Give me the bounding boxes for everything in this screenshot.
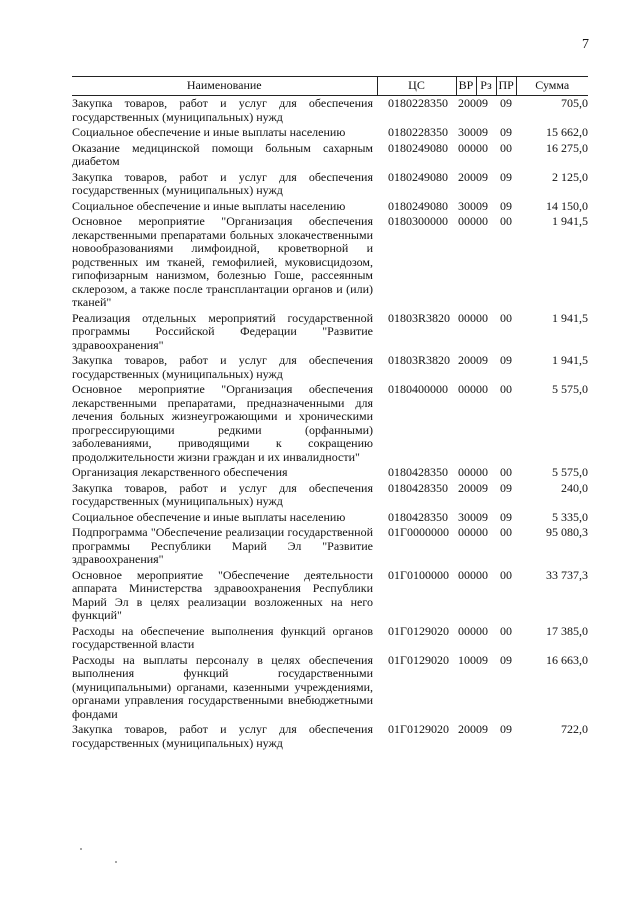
cell-name: Подпрограмма "Обеспечение реализации государственной программы Республики Марий Эл "Развитие здравоохранения" — [72, 525, 373, 566]
cell-vr: 000 — [458, 623, 476, 638]
cell-rz: 09 — [476, 198, 488, 213]
cell-vr: 200 — [458, 169, 476, 184]
cell-name: Основное мероприятие "Обеспечение деятельности аппарата Министерства здравоохранения Республики Марий Эл в целях реализации возложенных на него функций" — [72, 567, 373, 622]
cell-rz: 09 — [476, 652, 488, 667]
cell-cs: 01Г0129020 — [388, 722, 449, 736]
cell-sum: 5 575,0 — [552, 465, 588, 479]
cell-sum: 1 941,5 — [552, 214, 588, 228]
cell-pr: 00 — [500, 465, 512, 479]
cell-vr: 300 — [458, 198, 476, 213]
cell-vr: 000 — [458, 310, 476, 325]
cell-pr: 00 — [500, 214, 512, 228]
cell-name: Закупка товаров, работ и услуг для обеспечения государственных (муниципальных) нужд — [72, 96, 373, 124]
cell-rz: 00 — [476, 465, 488, 479]
cell-pr: 09 — [500, 480, 512, 495]
cell-name: Социальное обеспечение и иные выплаты населению — [72, 509, 346, 524]
cell-pr: 09 — [500, 353, 512, 367]
table-row — [72, 199, 588, 215]
table-row — [72, 125, 588, 141]
cell-pr: 00 — [500, 382, 512, 396]
cell-pr: 00 — [500, 310, 512, 325]
cell-pr: 09 — [500, 96, 512, 110]
cell-pr: 09 — [500, 169, 512, 184]
cell-rz: 09 — [476, 96, 488, 110]
cell-cs: 01Г0129020 — [388, 652, 449, 667]
page-number: 7 — [582, 37, 589, 52]
cell-vr: 000 — [458, 465, 476, 479]
cell-name: Закупка товаров, работ и услуг для обеспечения государственных (муниципальных) нужд — [72, 169, 373, 197]
header-sum: Сумма — [516, 77, 588, 96]
cell-name: Закупка товаров, работ и услуг для обеспечения государственных (муниципальных) нужд — [72, 480, 373, 508]
cell-vr: 200 — [458, 96, 476, 110]
cell-vr: 200 — [458, 353, 476, 367]
header-pr: ПР — [496, 77, 516, 96]
cell-vr: 100 — [458, 652, 476, 667]
cell-sum: 16 663,0 — [546, 652, 588, 667]
cell-pr: 09 — [500, 198, 512, 213]
table-row — [72, 465, 588, 481]
table-row — [72, 96, 588, 126]
cell-vr: 000 — [458, 214, 476, 228]
cell-vr: 200 — [458, 480, 476, 495]
table-row — [72, 624, 588, 653]
cell-rz: 09 — [476, 125, 488, 139]
cell-name: Расходы на выплаты персоналу в целях обеспечения выполнения функций государственными (муниципальными) органами, казенными учреждениями, органами управления государственными внебюджетными фондами — [72, 652, 373, 721]
cell-vr: 300 — [458, 509, 476, 524]
table-row — [72, 510, 588, 526]
cell-name: Расходы на обеспечение выполнения функций органов государственной власти — [72, 623, 373, 651]
cell-rz: 00 — [476, 567, 488, 582]
cell-vr: 000 — [458, 567, 476, 582]
cell-vr: 000 — [458, 525, 476, 539]
table-row — [72, 481, 588, 510]
cell-pr: 09 — [500, 652, 512, 667]
cell-sum: 16 275,0 — [546, 140, 588, 155]
cell-sum: 5 575,0 — [552, 382, 588, 396]
cell-cs: 01803R3820 — [388, 353, 451, 367]
header-rz: Рз — [476, 77, 496, 96]
cell-name: Социальное обеспечение и иные выплаты населению — [72, 198, 346, 213]
scan-speck — [115, 861, 117, 863]
header-vr: ВР — [456, 77, 476, 96]
cell-rz: 09 — [476, 169, 488, 184]
table-row — [72, 214, 588, 311]
cell-rz: 00 — [476, 623, 488, 638]
cell-name: Организация лекарственного обеспечения — [72, 465, 288, 479]
scan-speck — [80, 848, 82, 850]
cell-vr: 000 — [458, 382, 476, 396]
cell-cs: 01Г0100000 — [388, 567, 449, 582]
cell-name: Закупка товаров, работ и услуг для обеспечения государственных (муниципальных) нужд — [72, 353, 373, 381]
cell-sum: 722,0 — [561, 722, 588, 736]
cell-rz: 00 — [476, 310, 488, 325]
cell-name: Основное мероприятие "Организация обеспечения лекарственными препаратами больных злокачественными новообразованиями лимфоидной, кроветворной и родственных им тканей, гемофилией, муковисцидозом, гипофизарным нанизмом, болезнью Гоше, рассеянным склерозом, а также после трансплантации органов и (или) тканей" — [72, 214, 373, 309]
cell-sum: 2 125,0 — [552, 169, 588, 184]
cell-rz: 09 — [476, 509, 488, 524]
cell-rz: 09 — [476, 480, 488, 495]
cell-pr: 00 — [500, 140, 512, 155]
cell-pr: 00 — [500, 525, 512, 539]
cell-cs: 0180249080 — [388, 169, 448, 184]
cell-cs: 0180249080 — [388, 198, 448, 213]
cell-cs: 0180428350 — [388, 509, 448, 524]
cell-sum: 1 941,5 — [552, 353, 588, 367]
table-row — [72, 525, 588, 568]
cell-pr: 09 — [500, 509, 512, 524]
cell-rz: 09 — [476, 722, 488, 736]
cell-rz: 00 — [476, 525, 488, 539]
table-row — [72, 141, 588, 170]
cell-vr: 000 — [458, 140, 476, 155]
cell-sum: 15 662,0 — [546, 125, 588, 139]
cell-name: Реализация отдельных мероприятий государственной программы Российской Федерации "Развитие здравоохранения" — [72, 310, 373, 352]
cell-name: Оказание медицинской помощи больным сахарным диабетом — [72, 140, 373, 168]
cell-rz: 00 — [476, 382, 488, 396]
cell-sum: 705,0 — [561, 96, 588, 110]
table-row — [72, 653, 588, 723]
cell-cs: 0180400000 — [388, 382, 448, 396]
cell-sum: 95 080,3 — [546, 525, 588, 539]
cell-vr: 300 — [458, 125, 476, 139]
table-row — [72, 382, 588, 465]
cell-sum: 1 941,5 — [552, 310, 588, 325]
cell-rz: 09 — [476, 353, 488, 367]
table-row — [72, 568, 588, 624]
cell-rz: 00 — [476, 140, 488, 155]
cell-cs: 0180428350 — [388, 480, 448, 495]
cell-pr: 09 — [500, 125, 512, 139]
table-row — [72, 311, 588, 354]
table-row — [72, 722, 588, 751]
table-row — [72, 353, 588, 382]
cell-sum: 5 335,0 — [552, 509, 588, 524]
cell-cs: 0180228350 — [388, 125, 448, 139]
budget-table — [72, 76, 588, 751]
cell-cs: 01Г0000000 — [388, 525, 449, 539]
header-cs: ЦС — [377, 77, 456, 96]
cell-cs: 0180428350 — [388, 465, 448, 479]
cell-pr: 00 — [500, 567, 512, 582]
cell-cs: 01803R3820 — [388, 310, 451, 325]
cell-pr: 09 — [500, 722, 512, 736]
cell-sum: 14 150,0 — [546, 198, 588, 213]
cell-sum: 33 737,3 — [546, 567, 588, 582]
cell-pr: 00 — [500, 623, 512, 638]
cell-cs: 0180249080 — [388, 140, 448, 155]
table-row — [72, 170, 588, 199]
table-body — [72, 96, 588, 752]
cell-cs: 0180228350 — [388, 96, 448, 110]
cell-name: Закупка товаров, работ и услуг для обеспечения государственных (муниципальных) нужд — [72, 722, 373, 750]
cell-cs: 0180300000 — [388, 214, 448, 228]
cell-vr: 200 — [458, 722, 476, 736]
header-name: Наименование — [72, 77, 377, 96]
cell-rz: 00 — [476, 214, 488, 228]
table-header-row — [72, 77, 588, 96]
cell-sum: 240,0 — [561, 480, 588, 495]
cell-name: Основное мероприятие "Организация обеспечения лекарственными препаратами, предназначенными для лечения больных жизнеугрожающими и хроническими прогрессирующими редкими (орфанными) заболеваниями, приводящими к сокращению продолжительности жизни граждан и их инвалидности" — [72, 382, 373, 464]
cell-name: Социальное обеспечение и иные выплаты населению — [72, 125, 346, 139]
cell-sum: 17 385,0 — [546, 623, 588, 638]
cell-cs: 01Г0129020 — [388, 623, 449, 638]
